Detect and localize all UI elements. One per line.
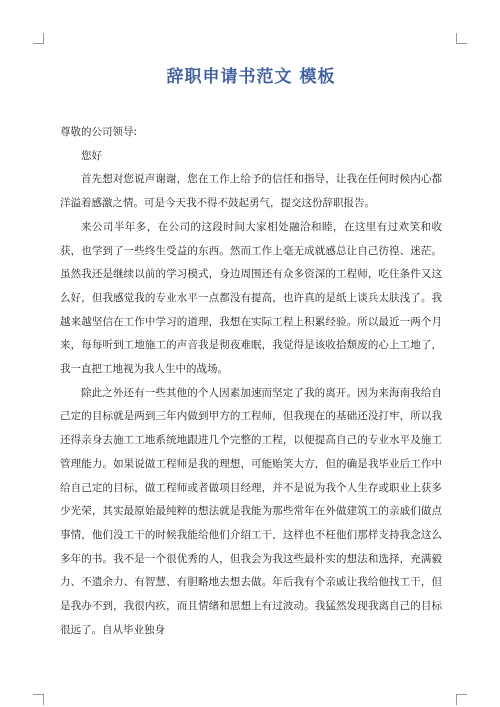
paragraph-3: 除此之外还有一些其他的个人因素加速而坚定了我的离开。因为来海南我给自己定的目标就是两到三年内做到甲方的工程师，但我现在的基础还没打牢，所以我还得亲身去施工工地系统地跟进几个完整的工程，以便提高自己的专业水平及施工管理能力。如果说做工程师是我的理想，可能贻笑大方，但的确是我毕业后工作中给自己定的目标，做工程师或者做项目经理，并不是说为我个人生存或职业上获多少光荣，其实最原始最纯粹的想法就是我能为那些常年在外做建筑工的亲戚们做点事情，他们没工干的时候我能给他们介绍工干，这样也不枉他们那样支持我念这么多年的书。我不是一个很优秀的人，但我会为我这些最朴实的想法和选择，充满毅力、不遗余力、有智慧、有胆略地去想去做。年后我有个亲戚让我给他找工干，但是我办不到，我很内疚，而且情绪和思想上有过波动。我猛然发现我离自己的目标很远了。自从毕业独身 bbox=[60, 386, 442, 636]
crop-mark-top-right bbox=[456, 33, 467, 44]
salutation: 尊敬的公司领导: bbox=[60, 126, 138, 138]
crop-mark-bottom-right bbox=[456, 694, 467, 705]
document-title: 辞职申请书范文 模板 bbox=[166, 67, 336, 87]
crop-mark-top-left bbox=[33, 33, 44, 44]
greeting: 您好 bbox=[81, 149, 102, 162]
paragraph-1: 首先想对您说声谢谢，您在工作上给予的信任和指导，让我在任何时候内心都洋溢着感激之情。可是今天我不得不鼓起勇气，提交这份辞职报告。 bbox=[60, 173, 442, 210]
crop-mark-bottom-left bbox=[33, 694, 44, 705]
paragraph-2: 来公司半年多，在公司的这段时间大家相处融洽和睦，在这里有过欢笑和收获，也学到了一些终生受益的东西。然而工作上毫无成就感总让自己彷徨、迷茫。虽然我还是继续以前的学习模式，身边周围还有众多资深的工程师，吃住条件又这么好，但我感觉我的专业水平一点都没有提高，也许真的是纸上谈兵太肤浅了。我越来越坚信在工作中学习的道理，我想在实际工程上积累经验。所以最近一两个月来，每每听到工地施工的声音我是彻夜难眠，我觉得是该收拾颓废的心上工地了，我一直把工地视为我人生中的战场。 bbox=[60, 220, 442, 376]
document-page bbox=[60, 62, 442, 642]
